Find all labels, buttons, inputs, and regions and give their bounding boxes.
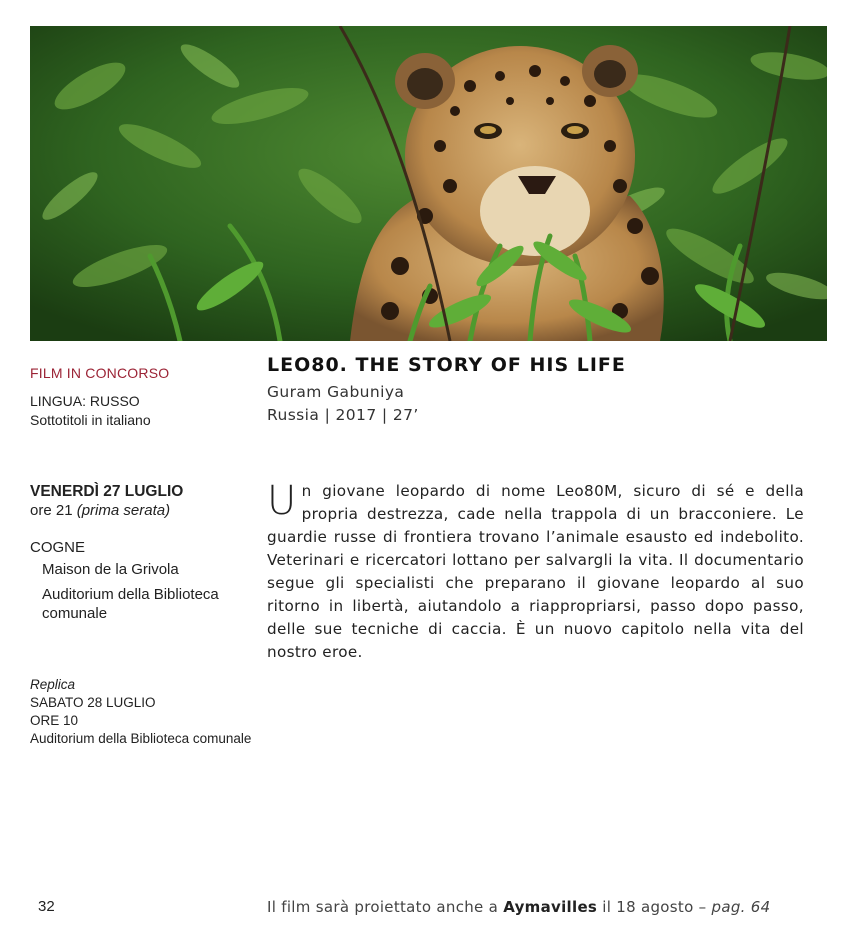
film-synopsis [267, 480, 804, 664]
screening-time [30, 501, 255, 520]
screening-hour: ore 21 [30, 502, 73, 519]
venue-location: Maison de la Grivola [42, 561, 179, 578]
film-director: Guram Gabuniya [267, 383, 405, 401]
film-details: Russia | 2017 | 27’ [267, 406, 419, 424]
film-title: LEO80. THE STORY OF HIS LIFE [267, 354, 626, 376]
footer-page-reference: pag. 64 [711, 898, 771, 916]
footer-note-date: il 18 agosto – [602, 898, 707, 916]
replica-time: ORE 10 [30, 713, 79, 728]
film-meta [267, 381, 419, 427]
replica-location: Auditorium della Biblioteca comunale [30, 731, 252, 746]
screening-time-note: (prima serata) [76, 502, 171, 519]
screening-town: COGNE [30, 539, 86, 556]
leopard-in-grass-illustration [30, 26, 827, 341]
replica-label: Replica [30, 677, 76, 692]
language-label: LINGUA: RUSSO [30, 393, 140, 409]
footer-note-place: Aymavilles [503, 898, 598, 916]
footer-note-prefix: Il film sarà proiettato anche a [267, 898, 499, 916]
synopsis-dropcap: U [267, 478, 297, 524]
synopsis-text: n giovane leopardo di nome Leo80M, sicuro di sé e della propria destrezza, cade nella trappola di un bracconiere. Le guardie russe di frontiera trovano l’animale esausto ed indebolito. Veterinari e ricercatori lottano per salvargli la vita. Il documentario segue gli specialisti che preparano il giovane leopardo al suo ritorno in libertà, aiutandolo a riappropriarsi, passo dopo passo, delle sue tecniche di caccia. È un nuovo capitolo nella vita del nostro eroe. [267, 482, 804, 661]
venue-location: Auditorium della Biblioteca comunale [42, 586, 219, 622]
screening-date [30, 482, 255, 520]
subtitles-label: Sottotitoli in italiano [30, 412, 151, 428]
film-category: FILM IN CONCORSO [30, 365, 170, 381]
screening-venue [30, 538, 255, 623]
screening-day: VENERDÌ 27 LUGLIO [30, 483, 184, 500]
language-info [30, 392, 255, 430]
leopard-photo [30, 26, 827, 341]
page-number: 32 [38, 898, 55, 915]
replica-block [30, 676, 255, 748]
footer-note [267, 898, 770, 916]
replica-day: SABATO 28 LUGLIO [30, 695, 156, 710]
